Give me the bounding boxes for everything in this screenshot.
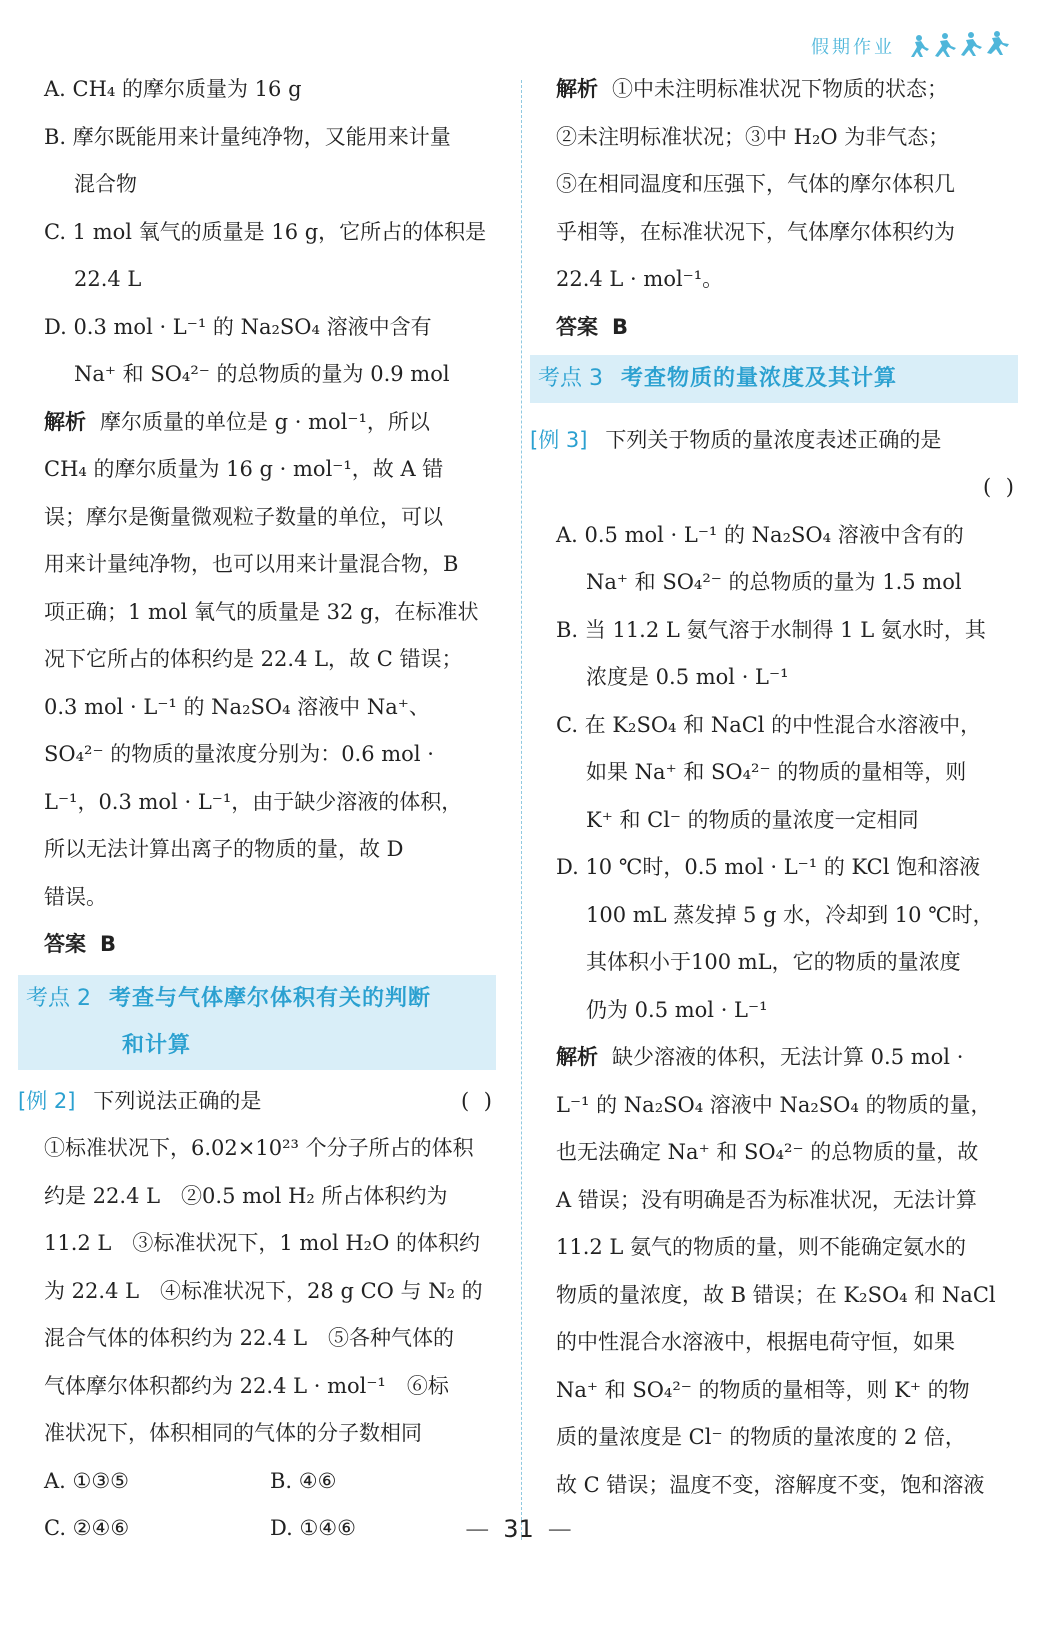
runners-icon	[905, 29, 1015, 63]
section-2-number: 考点 2	[26, 985, 91, 1011]
section-2-title: 考查与气体摩尔体积有关的判断	[109, 985, 432, 1011]
example-2-text: 下列说法正确的是	[93, 1088, 262, 1113]
example-3-stem	[530, 417, 1018, 465]
example-3-option-b-cont: 浓度是 0.5 mol · L⁻¹	[586, 665, 789, 689]
page-header	[811, 26, 1015, 66]
analysis-line: 质的量浓度是 Cl⁻ 的物质的量浓度的 2 倍，	[556, 1425, 966, 1449]
example-3-option-d-cont: 其体积小于100 mL，它的物质的量浓度	[586, 950, 961, 974]
analysis-line: 0.3 mol · L⁻¹ 的 Na₂SO₄ 溶液中 Na⁺、	[44, 694, 430, 719]
analysis-line: 故 C 错误；温度不变，溶解度不变，饱和溶液	[556, 1472, 985, 1497]
example-2-line: 准状况下，体积相同的气体的分子数相同	[44, 1421, 422, 1445]
analysis-line: 22.4 L · mol⁻¹。	[556, 267, 724, 291]
analysis-line: 乎相等，在标准状况下，气体摩尔体积约为	[556, 219, 955, 244]
example-3-option-a-cont: Na⁺ 和 SO₄²⁻ 的总物质的量为 1.5 mol	[586, 570, 962, 594]
section-2-header	[18, 975, 496, 1070]
answer-blank: ( )	[460, 1088, 496, 1113]
analysis-line: 错误。	[44, 884, 107, 909]
analysis-text: 摩尔质量的单位是 g · mol⁻¹，所以	[100, 409, 430, 434]
analysis-line: 也无法确定 Na⁺ 和 SO₄²⁻ 的总物质的量，故	[556, 1140, 979, 1164]
q1-option-d: D. 0.3 mol · L⁻¹ 的 Na₂SO₄ 溶液中含有	[44, 314, 432, 339]
analysis-line: 项正确；1 mol 氧气的质量是 32 g，在标准状	[44, 599, 479, 624]
analysis-line: Na⁺ 和 SO₄²⁻ 的物质的量相等，则 K⁺ 的物	[556, 1377, 970, 1402]
q1-option-b-cont: 混合物	[74, 172, 137, 196]
analysis-text: 缺少溶液的体积，无法计算 0.5 mol ·	[612, 1045, 964, 1069]
q1-option-d-cont: Na⁺ 和 SO₄²⁻ 的总物质的量为 0.9 mol	[74, 362, 450, 386]
example-2-options-row	[44, 1458, 496, 1506]
example-3-option-d-cont: 100 mL 蒸发掉 5 g 水，冷却到 10 ℃时，	[586, 902, 994, 927]
example-2-line: 气体摩尔体积都约为 22.4 L · mol⁻¹ ⑥标	[44, 1373, 449, 1398]
example-2-stem	[18, 1078, 496, 1126]
example-2-line: 11.2 L ③标准状况下，1 mol H₂O 的体积约	[44, 1231, 480, 1255]
analysis-line: 况下它所占的体积约是 22.4 L，故 C 错误；	[44, 647, 463, 671]
analysis-line: ⑤在相同温度和压强下，气体的摩尔体积几	[556, 172, 955, 196]
answer-2	[556, 304, 1018, 352]
answer-1	[44, 921, 496, 969]
analysis-line: 误；摩尔是衡量微观粒子数量的单位，可以	[44, 504, 443, 529]
analysis-line: 用来计量纯净物，也可以用来计量混合物，B	[44, 552, 459, 576]
analysis-line: 所以无法计算出离子的物质的量，故 D	[44, 837, 404, 861]
example-2-line: ①标准状况下，6.02×10²³ 个分子所占的体积	[44, 1136, 474, 1160]
analysis-label: 解析	[556, 1045, 598, 1069]
answer-label: 答案	[556, 314, 598, 339]
footer-dash-right: —	[547, 1515, 572, 1543]
section-3-header	[530, 355, 1018, 403]
example-2-line: 混合气体的体积约为 22.4 L ⑤各种气体的	[44, 1326, 455, 1350]
q1-option-a: A. CH₄ 的摩尔质量为 16 g	[44, 77, 302, 101]
page-footer	[0, 1515, 1037, 1543]
analysis-2-first-line	[556, 66, 1018, 114]
example-3-option-c-cont: K⁺ 和 Cl⁻ 的物质的量浓度一定相同	[586, 807, 919, 832]
section-3-title: 考查物质的量浓度及其计算	[621, 366, 898, 391]
analysis-line: L⁻¹ 的 Na₂SO₄ 溶液中 Na₂SO₄ 的物质的量，	[556, 1092, 992, 1117]
answer-value: B	[100, 932, 117, 956]
section-2-title-cont: 和计算	[122, 1033, 192, 1058]
section-3-number: 考点 3	[538, 366, 603, 391]
analysis-line: A 错误；没有明确是否为标准状况，无法计算	[556, 1187, 977, 1212]
page-number: 31	[503, 1515, 534, 1543]
example-3-option-d: D. 10 ℃时，0.5 mol · L⁻¹ 的 KCl 饱和溶液	[556, 855, 981, 879]
analysis-text: ①中未注明标准状况下物质的状态；	[612, 77, 948, 101]
example-3-option-c-cont: 如果 Na⁺ 和 SO₄²⁻ 的物质的量相等，则	[586, 760, 967, 784]
analysis-line: 11.2 L 氨气的物质的量，则不能确定氨水的	[556, 1235, 967, 1259]
column-divider	[521, 80, 522, 1540]
right-column	[530, 66, 1018, 1509]
answer-blank: ( )	[982, 475, 1018, 499]
answer-label: 答案	[44, 932, 86, 956]
left-column	[18, 66, 496, 1553]
analysis-label: 解析	[556, 77, 598, 101]
example-2-option-c: C. ②④⑥	[44, 1516, 130, 1540]
example-2-option-b: B. ④⑥	[270, 1468, 337, 1493]
analysis-line: ②未注明标准状况；③中 H₂O 为非气态；	[556, 124, 950, 149]
example-3-tag: [例 3]	[530, 427, 588, 452]
analysis-1-first-line	[44, 399, 496, 447]
example-2-option-d: D. ①④⑥	[270, 1516, 356, 1540]
example-2-tag: [例 2]	[18, 1088, 76, 1113]
example-3-option-a: A. 0.5 mol · L⁻¹ 的 Na₂SO₄ 溶液中含有的	[556, 522, 964, 547]
analysis-line: 物质的量浓度，故 B 错误；在 K₂SO₄ 和 NaCl	[556, 1282, 996, 1307]
q1-option-c-cont: 22.4 L	[74, 267, 142, 291]
footer-dash-left: —	[465, 1515, 490, 1543]
example-3-option-c: C. 在 K₂SO₄ 和 NaCl 的中性混合水溶液中，	[556, 712, 982, 737]
example-2-option-a: A. ①③⑤	[44, 1468, 129, 1493]
analysis-line: CH₄ 的摩尔质量为 16 g · mol⁻¹，故 A 错	[44, 457, 444, 481]
example-3-text: 下列关于物质的量浓度表述正确的是	[605, 427, 942, 452]
example-3-option-d-cont: 仍为 0.5 mol · L⁻¹	[586, 997, 768, 1022]
answer-blank-row	[556, 464, 1018, 512]
analysis-line: L⁻¹，0.3 mol · L⁻¹，由于缺少溶液的体积，	[44, 789, 463, 814]
analysis-line: 的中性混合水溶液中，根据电荷守恒，如果	[556, 1330, 955, 1354]
header-title: 假期作业	[811, 37, 895, 58]
example-2-line: 约是 22.4 L ②0.5 mol H₂ 所占体积约为	[44, 1183, 448, 1208]
answer-value: B	[612, 314, 629, 339]
analysis-line: SO₄²⁻ 的物质的量浓度分别为：0.6 mol ·	[44, 742, 434, 766]
q1-option-c: C. 1 mol 氧气的质量是 16 g，它所占的体积是	[44, 219, 487, 244]
example-2-line: 为 22.4 L ④标准状况下，28 g CO 与 N₂ 的	[44, 1278, 483, 1303]
analysis-3-first-line	[556, 1034, 1018, 1082]
q1-option-b: B. 摩尔既能用来计量纯净物，又能用来计量	[44, 124, 451, 149]
analysis-label: 解析	[44, 409, 86, 434]
example-3-option-b: B. 当 11.2 L 氨气溶于水制得 1 L 氨水时，其	[556, 617, 986, 642]
